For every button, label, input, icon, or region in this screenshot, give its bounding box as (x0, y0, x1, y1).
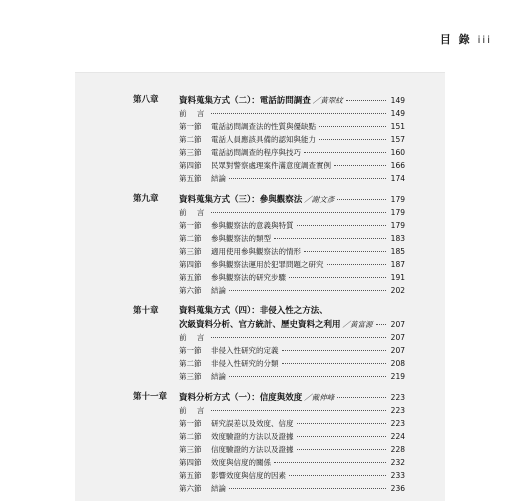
section-label: 第一節 (179, 419, 202, 428)
section-label: 前 言 (179, 208, 209, 217)
section-title: 非侵入性研究的定義 (211, 346, 279, 355)
section-title: 效度驗證的方法以及證據 (211, 432, 294, 441)
toc-entry[interactable] (133, 258, 405, 271)
section-label: 第二節 (179, 432, 202, 441)
chapter-author: ／黃富源 (342, 320, 373, 329)
section-page-number: 207 (390, 333, 405, 342)
dot-leader (282, 363, 387, 364)
chapter-title-line-2: 次級資料分析、官方統計、歷史資料之利用 ／黃富源 (179, 320, 373, 330)
dot-leader (346, 100, 386, 101)
chapter-heading-row[interactable] (133, 193, 405, 206)
section-page-number: 160 (390, 148, 405, 157)
chapter-label: 第八章 (133, 95, 159, 105)
section-label: 第二節 (179, 359, 202, 368)
section-title: 參與觀察法的意義與特質 (211, 221, 294, 230)
toc-entry[interactable] (133, 417, 405, 430)
toc-entry[interactable] (133, 245, 405, 258)
dot-leader (211, 212, 386, 213)
dot-leader (327, 264, 387, 265)
section-label: 第一節 (179, 346, 202, 355)
section-title: 信度驗證的方法以及證據 (211, 445, 294, 454)
table-of-contents (133, 94, 405, 503)
section-title: 研究誤差以及效度、信度 (211, 419, 294, 428)
section-page-number: 233 (390, 471, 405, 480)
section-label: 第二節 (179, 135, 202, 144)
toc-entry[interactable] (133, 206, 405, 219)
chapter-heading-row[interactable] (133, 94, 405, 107)
toc-entry[interactable] (133, 120, 405, 133)
section-title: 民眾對警察處理案件滿意度調查實例 (211, 161, 331, 170)
running-header-page-number: iii (477, 35, 492, 46)
section-page-number: 166 (390, 161, 405, 170)
dot-leader (211, 337, 386, 338)
toc-entry[interactable] (133, 284, 405, 297)
section-page-number: 202 (390, 286, 405, 295)
chapter-heading-row-continued[interactable] (133, 318, 405, 331)
section-label: 第五節 (179, 471, 202, 480)
dot-leader (274, 238, 386, 239)
chapter-heading-row[interactable] (133, 391, 405, 404)
section-title: 電話訪問調查的程序與技巧 (211, 148, 301, 157)
section-page-number: 219 (390, 372, 405, 381)
chapter-9 (133, 193, 405, 297)
section-title: 結論 (211, 484, 226, 493)
section-label: 第四節 (179, 458, 202, 467)
dot-leader (229, 290, 386, 291)
section-title: 效度與信度的關係 (211, 458, 271, 467)
section-label: 第四節 (179, 260, 202, 269)
toc-entry[interactable] (133, 172, 405, 185)
chapter-10 (133, 305, 405, 383)
section-title: 參與觀察法的類型 (211, 234, 271, 243)
section-label: 第三節 (179, 148, 202, 157)
running-header (440, 31, 492, 47)
section-page-number: 223 (390, 419, 405, 428)
chapter-label: 第九章 (133, 194, 159, 204)
chapter-title: 資料蒐集方式（二）：電話訪問調查 ／黃翠紋 (179, 96, 343, 106)
chapter-heading-row[interactable] (133, 305, 405, 318)
section-page-number: 179 (390, 208, 405, 217)
section-page-number: 185 (390, 247, 405, 256)
section-page-number: 187 (390, 260, 405, 269)
toc-entry[interactable] (133, 456, 405, 469)
section-label: 第六節 (179, 484, 202, 493)
dot-leader (282, 350, 387, 351)
dot-leader (334, 165, 386, 166)
dot-leader (337, 397, 386, 398)
section-label: 第四節 (179, 161, 202, 170)
section-title: 電話訪問調查法的性質與優缺點 (211, 122, 316, 131)
toc-entry[interactable] (133, 344, 405, 357)
dot-leader (297, 423, 387, 424)
section-page-number: 151 (390, 122, 405, 131)
section-page-number: 179 (390, 221, 405, 230)
section-label: 第六節 (179, 286, 202, 295)
chapter-label: 第十章 (133, 306, 159, 316)
dot-leader (376, 324, 386, 325)
dot-leader (211, 113, 386, 114)
toc-entry[interactable] (133, 370, 405, 383)
section-label: 第五節 (179, 273, 202, 282)
section-page-number: 232 (390, 458, 405, 467)
section-label: 第二節 (179, 234, 202, 243)
section-title: 影響效度與信度的因素 (211, 471, 286, 480)
running-header-title: 目 錄 (439, 33, 472, 46)
section-label: 第三節 (179, 445, 202, 454)
chapter-page-number: 207 (390, 320, 405, 329)
section-title: 結論 (211, 286, 226, 295)
section-title: 非侵入性研究的分類 (211, 359, 279, 368)
chapter-8 (133, 94, 405, 185)
dot-leader (297, 436, 387, 437)
section-title: 結論 (211, 174, 226, 183)
toc-entry[interactable] (133, 159, 405, 172)
dot-leader (229, 376, 386, 377)
chapter-label: 第十一章 (133, 392, 168, 402)
section-label: 前 言 (179, 333, 209, 342)
dot-leader (274, 462, 386, 463)
dot-leader (289, 475, 386, 476)
section-title: 電話人員應該具備的認知與能力 (211, 135, 316, 144)
section-label: 前 言 (179, 406, 209, 415)
section-title: 參與觀察法的研究步驟 (211, 273, 286, 282)
chapter-title: 資料分析方式（一）：信度與效度 ／戴伸峰 (179, 393, 335, 403)
dot-leader (211, 410, 386, 411)
toc-entry[interactable] (133, 469, 405, 482)
section-label: 第三節 (179, 247, 202, 256)
chapter-author: ／黃翠紋 (312, 96, 343, 105)
toc-entry[interactable] (133, 232, 405, 245)
dot-leader (229, 488, 386, 489)
section-page-number: 157 (390, 135, 405, 144)
toc-entry[interactable] (133, 430, 405, 443)
dot-leader (337, 199, 386, 200)
toc-entry[interactable] (133, 133, 405, 146)
section-page-number: 208 (390, 359, 405, 368)
toc-entry[interactable] (133, 482, 405, 495)
section-label: 前 言 (179, 109, 209, 118)
dot-leader (297, 449, 387, 450)
section-page-number: 149 (390, 109, 405, 118)
section-page-number: 223 (390, 406, 405, 415)
section-label: 第一節 (179, 122, 202, 131)
chapter-author: ／謝文彥 (304, 195, 335, 204)
dot-leader (319, 126, 386, 127)
section-title: 適用使用參與觀察法的情形 (211, 247, 301, 256)
section-page-number: 191 (390, 273, 405, 282)
chapter-page-number: 149 (390, 96, 405, 105)
toc-entry[interactable] (133, 443, 405, 456)
dot-leader (319, 139, 386, 140)
section-page-number: 224 (390, 432, 405, 441)
section-title: 結論 (211, 372, 226, 381)
section-title: 參與觀察法運用於犯罪問題之研究 (211, 260, 324, 269)
toc-entry[interactable] (133, 107, 405, 120)
section-page-number: 174 (390, 174, 405, 183)
toc-entry[interactable] (133, 357, 405, 370)
dot-leader (289, 277, 386, 278)
section-page-number: 236 (390, 484, 405, 493)
chapter-page-number: 179 (390, 195, 405, 204)
section-page-number: 183 (390, 234, 405, 243)
toc-entry[interactable] (133, 404, 405, 417)
section-label: 第一節 (179, 221, 202, 230)
section-label: 第三節 (179, 372, 202, 381)
toc-entry[interactable] (133, 271, 405, 284)
chapter-author: ／戴伸峰 (304, 393, 335, 402)
dot-leader (304, 251, 386, 252)
dot-leader (297, 225, 387, 226)
dot-leader (229, 178, 386, 179)
section-page-number: 228 (390, 445, 405, 454)
section-label: 第五節 (179, 174, 202, 183)
toc-entry[interactable] (133, 219, 405, 232)
toc-entry[interactable] (133, 146, 405, 159)
chapter-title: 資料蒐集方式（四）：非侵入性之方法、 (179, 306, 328, 316)
chapter-page-number: 223 (390, 393, 405, 402)
toc-entry[interactable] (133, 331, 405, 344)
chapter-11 (133, 391, 405, 495)
section-page-number: 207 (390, 346, 405, 355)
chapter-title: 資料蒐集方式（三）：參與觀察法 ／謝文彥 (179, 195, 335, 205)
dot-leader (304, 152, 386, 153)
